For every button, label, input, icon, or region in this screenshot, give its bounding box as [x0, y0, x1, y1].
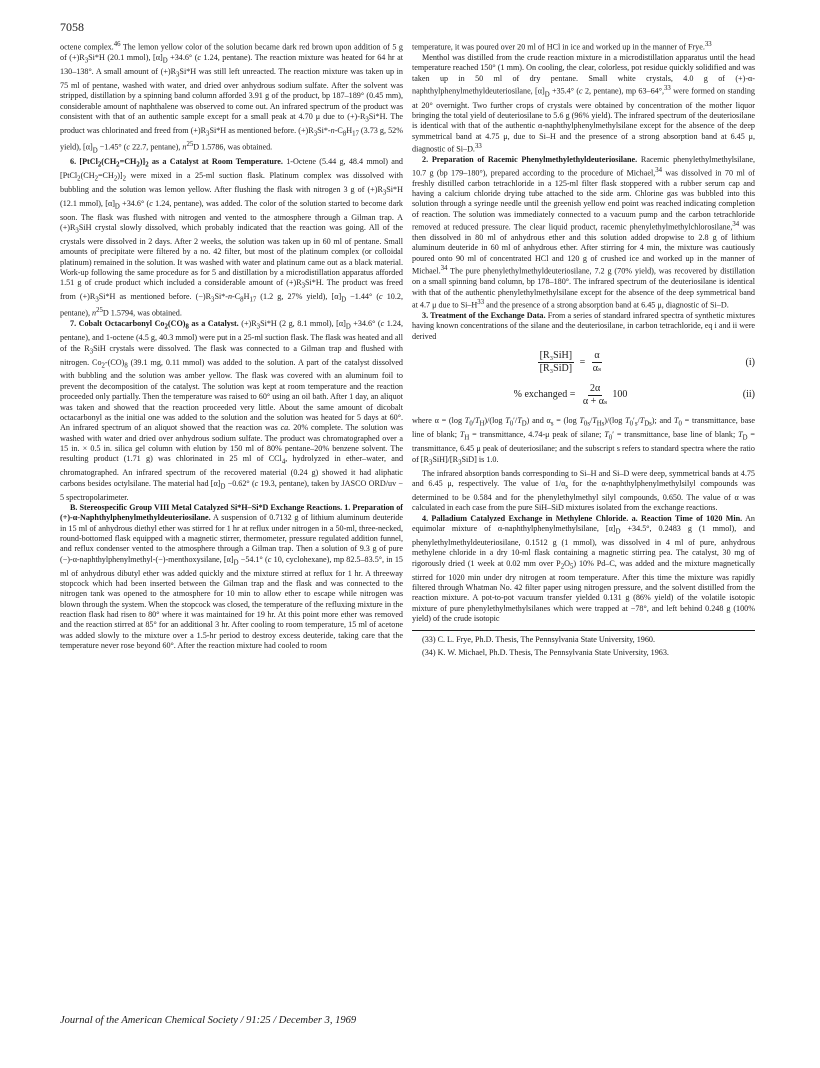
equation-tag: (i): [745, 356, 755, 368]
equation-factor: 100: [612, 389, 628, 401]
journal-footer: Journal of the American Chemical Society / 91:25 / December 3, 1969: [60, 1015, 357, 1026]
paragraph: 2. Preparation of Racemic Phenylmethylethyldeuteriosilane. Racemic phenylethylmethylsilane, 10.7 g (bp 179–180°), prepared according to the procedure of Michael,$^{34}$ was dissolved in 70 ml of freshly distilled carbon tetrachloride in a 125-ml filter flask stoppered with a rubber serum cap and having a calcium chloride drying tube attached to the side arm. Chlorine gas was bubbled into this solution through a syringe needle until the greenish yellow end point was reached indicating completion of reaction. The solution was immediately connected to a vacuum pump and the carbon tetrachloride removed at reduced pressure. The clear liquid product, racemic phenylethylmethylchlorosilane,$^{34}$ was then dissolved in 80 ml of anhydrous ether and this solution added dropwise to 2.8 g of lithium aluminum deuteride in 60 ml of anhydrous ether. After stirring for 4 min, the mixture was cautiously poured onto 90 ml of concentrated HCl and 120 g of crushed ice and worked up in the manner of Michael.$^{34}$ The pure phenylethylmethyldeuteriosilane, 7.2 g (70% yield), was recovered by distillation on a small spinning band column, bp 178–180°. The infrared spectrum of the deuteriosilane is identical with that of the authentic phenylethylmethylsilane except for the absence of the deep symmetrical band at 4.7 μ due to $Si-H^{33}$ and the presence of a strong absorption band at 6.45 μ, diagnostic of Si–D.: [412, 155, 755, 310]
equation-denominator: [R₃SiD]: [539, 363, 573, 375]
paragraph: The infrared absorption bands corresponding to Si–H and Si–D were deep, symmetrical bands at 4.75 and 6.45 μ, respectively. The value of $1/\alpha_s$ for the α-naphthylphenylmethylsilyl compounds was determined to be 0.584 and for the phenylethylmethyl silyl compounds, 0.650. The value of α was calculated in each case from the pure SiH–SiD mixtures isolated from the exchange reactions.: [412, 468, 755, 513]
equation-denominator: αₛ: [592, 363, 602, 375]
equals-sign: =: [567, 389, 578, 401]
paragraph: octene complex.$^{46}$ The lemon yellow color of the solution became dark red brown upon addition of 5 g of $(+)R_3Si*H$ (20.1 mmol), $[\alpha]_D +34.6^\circ$ (c 1.24, pentane). The reaction mixture was heated for 64 hr at 130–138°. A small amount of $(+)R_3Si*H$ was still left unreacted. The reaction mixture was taken up in 75 ml of pentane, washed with water, and dried over anhydrous sodium sulfate. After the solvent was stripped, distillation by a spinning band column afforded 3.91 g of the product, bp 187–189° (0.45 mm), considerable amount of naphthalene was observed to come out. An infrared spectrum of the product was consistent with that of an authentic sample except for a small peak at 4.70 μ due to $(+)-R_3Si*H$. The product was chlorinated and freed from $(+)R_3Si*H$ as mentioned before. $(+)R_3Si*-n-C_8H_{17}$ (3.73 g, 52% yield), $[\alpha]_D -1.45^\circ$ (c 22.7, pentane), $n^{25}D$ 1.5786, was obtained.: [60, 41, 404, 155]
equation-i: [412, 351, 755, 375]
equation-fraction: [591, 351, 604, 375]
equation-numerator: α: [592, 351, 601, 363]
footnotes: [412, 630, 755, 658]
paragraph: temperature, it was poured over 20 ml of HCl in ice and worked up in the manner of Frye.$^{33}$: [412, 41, 712, 52]
paragraph: B. Stereospecific Group VIII Metal Catalyzed Si*H–Si*D Exchange Reactions. 1. Preparation of (+)-α-Naphthylphenylmethyldeuteriosilane. A suspension of 0.7132 g of lithium aluminum deuteride in 15 ml of anhydrous diethyl ether was stirred for 1 hr at reflux under nitrogen in a 50-ml, three-necked, round-bottomed flask equipped with a magnetic stirrer, thermometer, pressure regulated addition funnel, and reflux condenser vented to the atmosphere through a Gilman trap. Then a solution of 9.3 g of pure (−)-α-naphthylphenylmethyl-(−)-menthoxysilane, $[\alpha]_D -54.1^\circ$ (c 10, cyclohexane), mp 82.5–83.5°, in 15 ml of anhydrous dibutyl ether was added quickly and the mixture stirred at reflux for 1 hr. A threeway stopcock which had been inserted between the Gilman trap and the flask and was connected to the nitrogen tank was opened to the atmosphere for 10 min to allow ether to escape while nitrogen was blown through the system. When the stopcock was closed, the temperature of the refluxing mixture in the reaction flask had risen to 80° where it was maintained for 19 hr. At this point more ether was removed and the reaction stirred at 85° for an additional 3 hr. After cooling to room temperature, 15 ml of acetone was added slowly to the mixture over a 1.5-hr period to destroy excess deuteride, taking care that the temperature never rose beyond 60°. After the reaction mixture had cooled to room: [60, 502, 403, 650]
equation-fraction: [538, 351, 574, 375]
paragraph: 7. Cobalt Octacarbonyl $Co_2(CO)_8$ as a Catalyst. $(+)R_3Si*H$ (2 g, 8.1 mmol), $[\alpha]_D +34.6^\circ$ (c 1.24, pentane), and 1-octene (4.5 g, 40.3 mmol) were put in a 25-ml suction flask. The flask was heated and all of the $R_3SiH$ crystals were dissolved. The flask was connected to a Gilman trap and flushed with nitrogen. $Co_2-(CO)_8$ (39.1 mg, 0.11 mmol) was added to the solution. A part of the catalyst dissolved with bubbling and the solution was amber yellow. The flask was covered with an aluminum foil to prevent the decomposition of the catalyst. The solution was kept at room temperature and the reaction proceeded only partially. Then the temperature was raised to 60° using an oil bath. After 1 day, an aliquot was taken and showed that the reaction proceeded very little. About the same amount of dicobalt octacarbonyl as the initial one was added to the solution and the solution was heated for 5 days at 60°. An infrared spectrum of an aliquot showed that the reaction was ca. 20% complete. The solution was washed with water and dried over anhydrous sodium sulfate. The product was chromatographed over a 15 in. × 0.5 in. silica gel column with elution by 150 ml of 80% pentane–20% benzene solvent. The resulting product (1.71 g) was chlorinated in 25 ml of CCl$_4$, hydrolyzed in ether–water, and chromatographed. An infrared spectrum of the recovered material (0.24 g) showed it had aliphatic carbons besides octylsilane. The material had $[\alpha]_D -0.62^\circ$ (c 19.3, pentane), taken by JASCO ORD/uv − 5 spectropolarimeter.: [60, 319, 404, 502]
equation-numerator: 2α: [588, 384, 602, 396]
equation-ii: [412, 384, 755, 408]
equation-lhs: % exchanged: [513, 389, 568, 401]
equation-numerator: [R₃SiH]: [538, 351, 574, 363]
equals-sign: =: [577, 356, 588, 368]
paragraph: where α = (log $T_0/T_H)/(\log$ $T_0'/T_D$) and $\alpha_s = (\log$ $T_{0s}/T_{Hs})/(\log$ $T_0'_s/T_{Ds}$); and $T_0$ = transmittance, base line of blank; $T_H$ = transmittance, 4.74-μ peak of silane; $T_0'$ = transmittance, base line of blank; $T_D$ = transmittance, 6.45 μ peak of deuteriosilane; and the subscript s refers to standard spectra where the ratio of $[R_3SiH]/[R_3SiD]$ is 1.0.: [412, 416, 755, 467]
equation-denominator: α + αₛ: [582, 395, 608, 407]
page-number: 7058: [60, 20, 84, 34]
footnote: (34) K. W. Michael, Ph.D. Thesis, The Pennsylvania State University, 1963.: [422, 647, 669, 657]
paragraph: Menthol was distilled from the crude reaction mixture in a microdistillation apparatus until the head temperature reached 150° (1 mm). On cooling, the clear, colorless, pot residue quickly solidified and was taken up in 50 ml of dry pentane. Small white crystals, 4.0 g of (+)-α-naphthylphenylmethyldeuteriosilane, $[\alpha]_D +35.4^\circ$ (c 2, pentane), mp 63–64°,$^{33}$ were formed on standing at 20° overnight. Two further crops of crystals were obtained by concentration of the mother liquor bringing the total yield of deuteriosilane to 5.6 g (96% yield). The infrared spectrum of the deuteriosilane is identical with that of the authentic α-naphthylphenylmethylsilane except for the absence of the deep symmetrical band at 4.75 μ, due to Si–H and the presence of a strong absorption band at 6.45 μ, diagnostic of Si–D.$^{33}$: [412, 53, 755, 154]
right-column: [412, 40, 755, 660]
paragraph: 6. $[PtCl_2(CH_2=CH_2)]_2$ as a Catalyst at Room Temperature. 1-Octene (5.44 g, 48.4 mmol) and $[PtCl_2(CH_2=CH_2)]_2$ were mixed in a 25-ml suction flask. Platinum complex was dissolved with bubbling and the solution was lemon yellow. After flushing the flask with nitrogen 3 g of $(+)R_3Si*H$ (12.1 mmol), $[\alpha]_D +34.6^\circ$ (c 1.24, pentane), was added. The color of the solution started to become dark soon. The flask was flushed with nitrogen and vented to the atmosphere through a Gilman trap. A $(+)R_3SiH$ crystal slowly dissolved, which probably indicated that the reaction was going. All of the crystals were dissolved in 2 days. After 2 weeks, the solution was taken up in 60 ml of pentane. Small amounts of precipitate were filtered by a no. 42 filter, but most of the platinum complex (or colloidal platinum) remained in the solution. It was washed with water and platinum came out as a black material. Work-up following the same procedure as for 5 and distillation by a microdistillation apparatus afforded 1.51 g of crude product which included a considerable amount of $(+)R_3Si*H$. The product was freed from $(+)R_3Si*H$ as mentioned before. $(-)R_3Si*-n-C_8H_{17}$ (1.2 g, 27% yield), $[\alpha]_D -1.44^\circ$ (c 10.2, pentane), $n^{25}D$ 1.5794, was obtained.: [60, 156, 403, 318]
equation-fraction: [581, 384, 610, 408]
paragraph: 3. Treatment of the Exchange Data. From a series of standard infrared spectra of synthetic mixtures having known concentrations of the silane and the deuteriosilane, in carbon tetrachloride, eq i and ii were derived: [412, 310, 755, 341]
left-column: [60, 40, 403, 651]
equation-tag: (ii): [742, 389, 755, 401]
footnote: (33) C. L. Frye, Ph.D. Thesis, The Pennsylvania State University, 1960.: [422, 635, 655, 645]
paragraph: 4. Palladium Catalyzed Exchange in Methylene Chloride. a. Reaction Time of 1020 Min. An equimolar mixture of α-naphthylphenylmethylsilane, $[\alpha]_D +34.5^\circ$, 0.2483 g (1 mmol), and phenylethylmethyldeuteriosilane, 0.1512 g (1 mmol), was dissolved in 4 ml of pure, anhydrous methylene chloride in a dry 10-ml flask containing a magnetic stirring pea. The catalyst, 30 mg of rigorously dried (1 week at 0.02 mm over $P_2O_5$) 10% Pd–C, was added and the mixture magnetically stirred for 1020 min under dry nitrogen at room temperature. After this time the mixture was rapidly filtered through Whatman No. 42 filter paper using nitrogen pressure, and the solvent distilled from the reaction mixture. A pot-to-pot vacuum transfer yielded 0.131 g (86% yield) of the volatile isotopic mixture of pure phenylethylmethylsilanes which were trapped at −78°, and left behind 0.248 g (100% yield) of the crude isotopic: [412, 513, 755, 623]
